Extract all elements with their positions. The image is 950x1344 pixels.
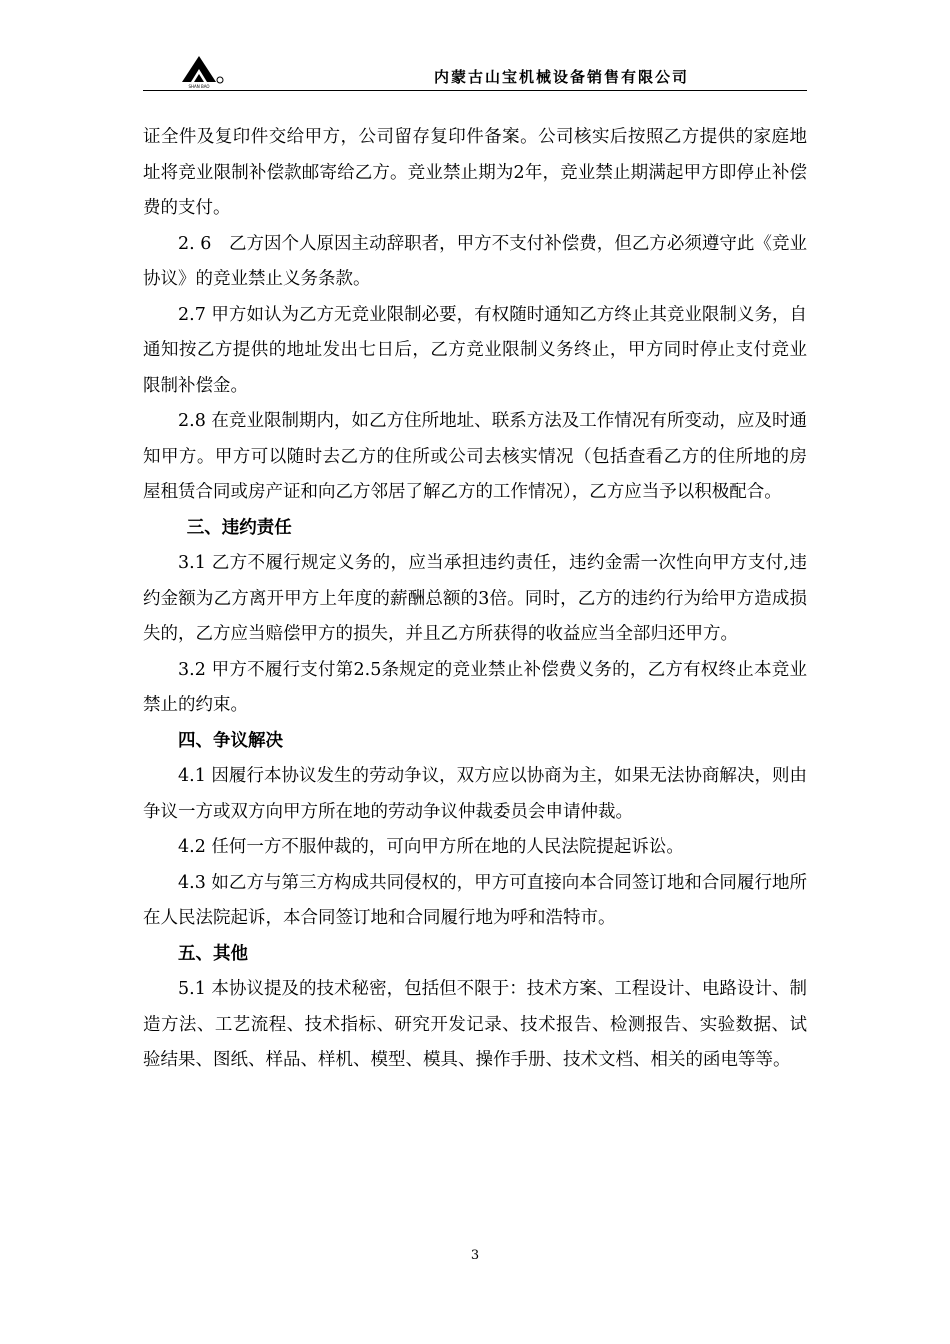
company-name: 内蒙古山宝机械设备销售有限公司: [433, 68, 689, 86]
clause-4-2: 4.2 任何一方不服仲裁的，可向甲方所在地的人民法院提起诉讼。: [178, 837, 684, 857]
clause-2-7: 2.7 甲方如认为乙方无竞业限制必要，有权随时通知乙方终止其竞业限制义务，自通知按乙方提供的地址发出七日后，乙方竞业限制义务终止，甲方同时停止支付竞业限制补偿金。: [143, 304, 807, 396]
logo-text-en: SHAN BAO: [188, 84, 210, 89]
clause-5-1: 5.1 本协议提及的技术秘密，包括但不限于：技术方案、工程设计、电路设计、制造方法、工艺流程、技术指标、研究开发记录、技术报告、检测报告、实验数据、试验结果、图纸、样品、样机、模型、模具、操作手册、技术文档、相关的函电等等。: [143, 979, 807, 1070]
clause-3-2: 3.2 甲方不履行支付第2.5条规定的竞业禁止补偿费义务的，乙方有权终止本竞业禁止的约束。: [143, 659, 807, 715]
page-number: 3: [470, 1248, 480, 1263]
clause-3-1: 3.1 乙方不履行规定义务的，应当承担违约责任，违约金需一次性向甲方支付,违约金额为乙方离开甲方上年度的薪酬总额的3倍。同时，乙方的违约行为给甲方造成损失的，乙方应当赔偿甲方的损失，并且乙方所获得的收益应当全部归还甲方。: [143, 553, 807, 644]
paragraph-continued: 证全件及复印件交给甲方，公司留存复印件备案。公司核实后按照乙方提供的家庭地址将竞业限制补偿款邮寄给乙方。竞业禁止期为2年，竞业禁止期满起甲方即停止补偿费的支付。: [143, 127, 807, 218]
shanbao-logo-icon: [179, 50, 227, 90]
clause-2-8: 2.8 在竞业限制期内，如乙方住所地址、联系方法及工作情况有所变动，应及时通知甲方。甲方可以随时去乙方的住所或公司去核实情况（包括查看乙方的住所地的房屋租赁合同或房产证和向乙方邻居了解乙方的工作情况），乙方应当予以积极配合。: [143, 411, 807, 502]
clause-4-1: 4.1 因履行本协议发生的劳动争议，双方应以协商为主，如果无法协商解决，则由争议一方或双方向甲方所在地的劳动争议仲裁委员会申请仲裁。: [143, 766, 807, 822]
document-body: [143, 120, 807, 1079]
section-heading-4: 四、争议解决: [178, 730, 283, 751]
clause-2-6: 2. 6 乙方因个人原因主动辞职者，甲方不支付补偿费，但乙方必须遵守此《竞业协议》的竞业禁止义务条款。: [143, 233, 807, 289]
page-header: [143, 48, 807, 91]
section-heading-5: 五、其他: [178, 943, 248, 964]
clause-4-3: 4.3 如乙方与第三方构成共同侵权的，甲方可直接向本合同签订地和合同履行地所在人民法院起诉，本合同签订地和合同履行地为呼和浩特市。: [143, 872, 807, 928]
section-heading-3: 三、违约责任: [186, 517, 292, 538]
